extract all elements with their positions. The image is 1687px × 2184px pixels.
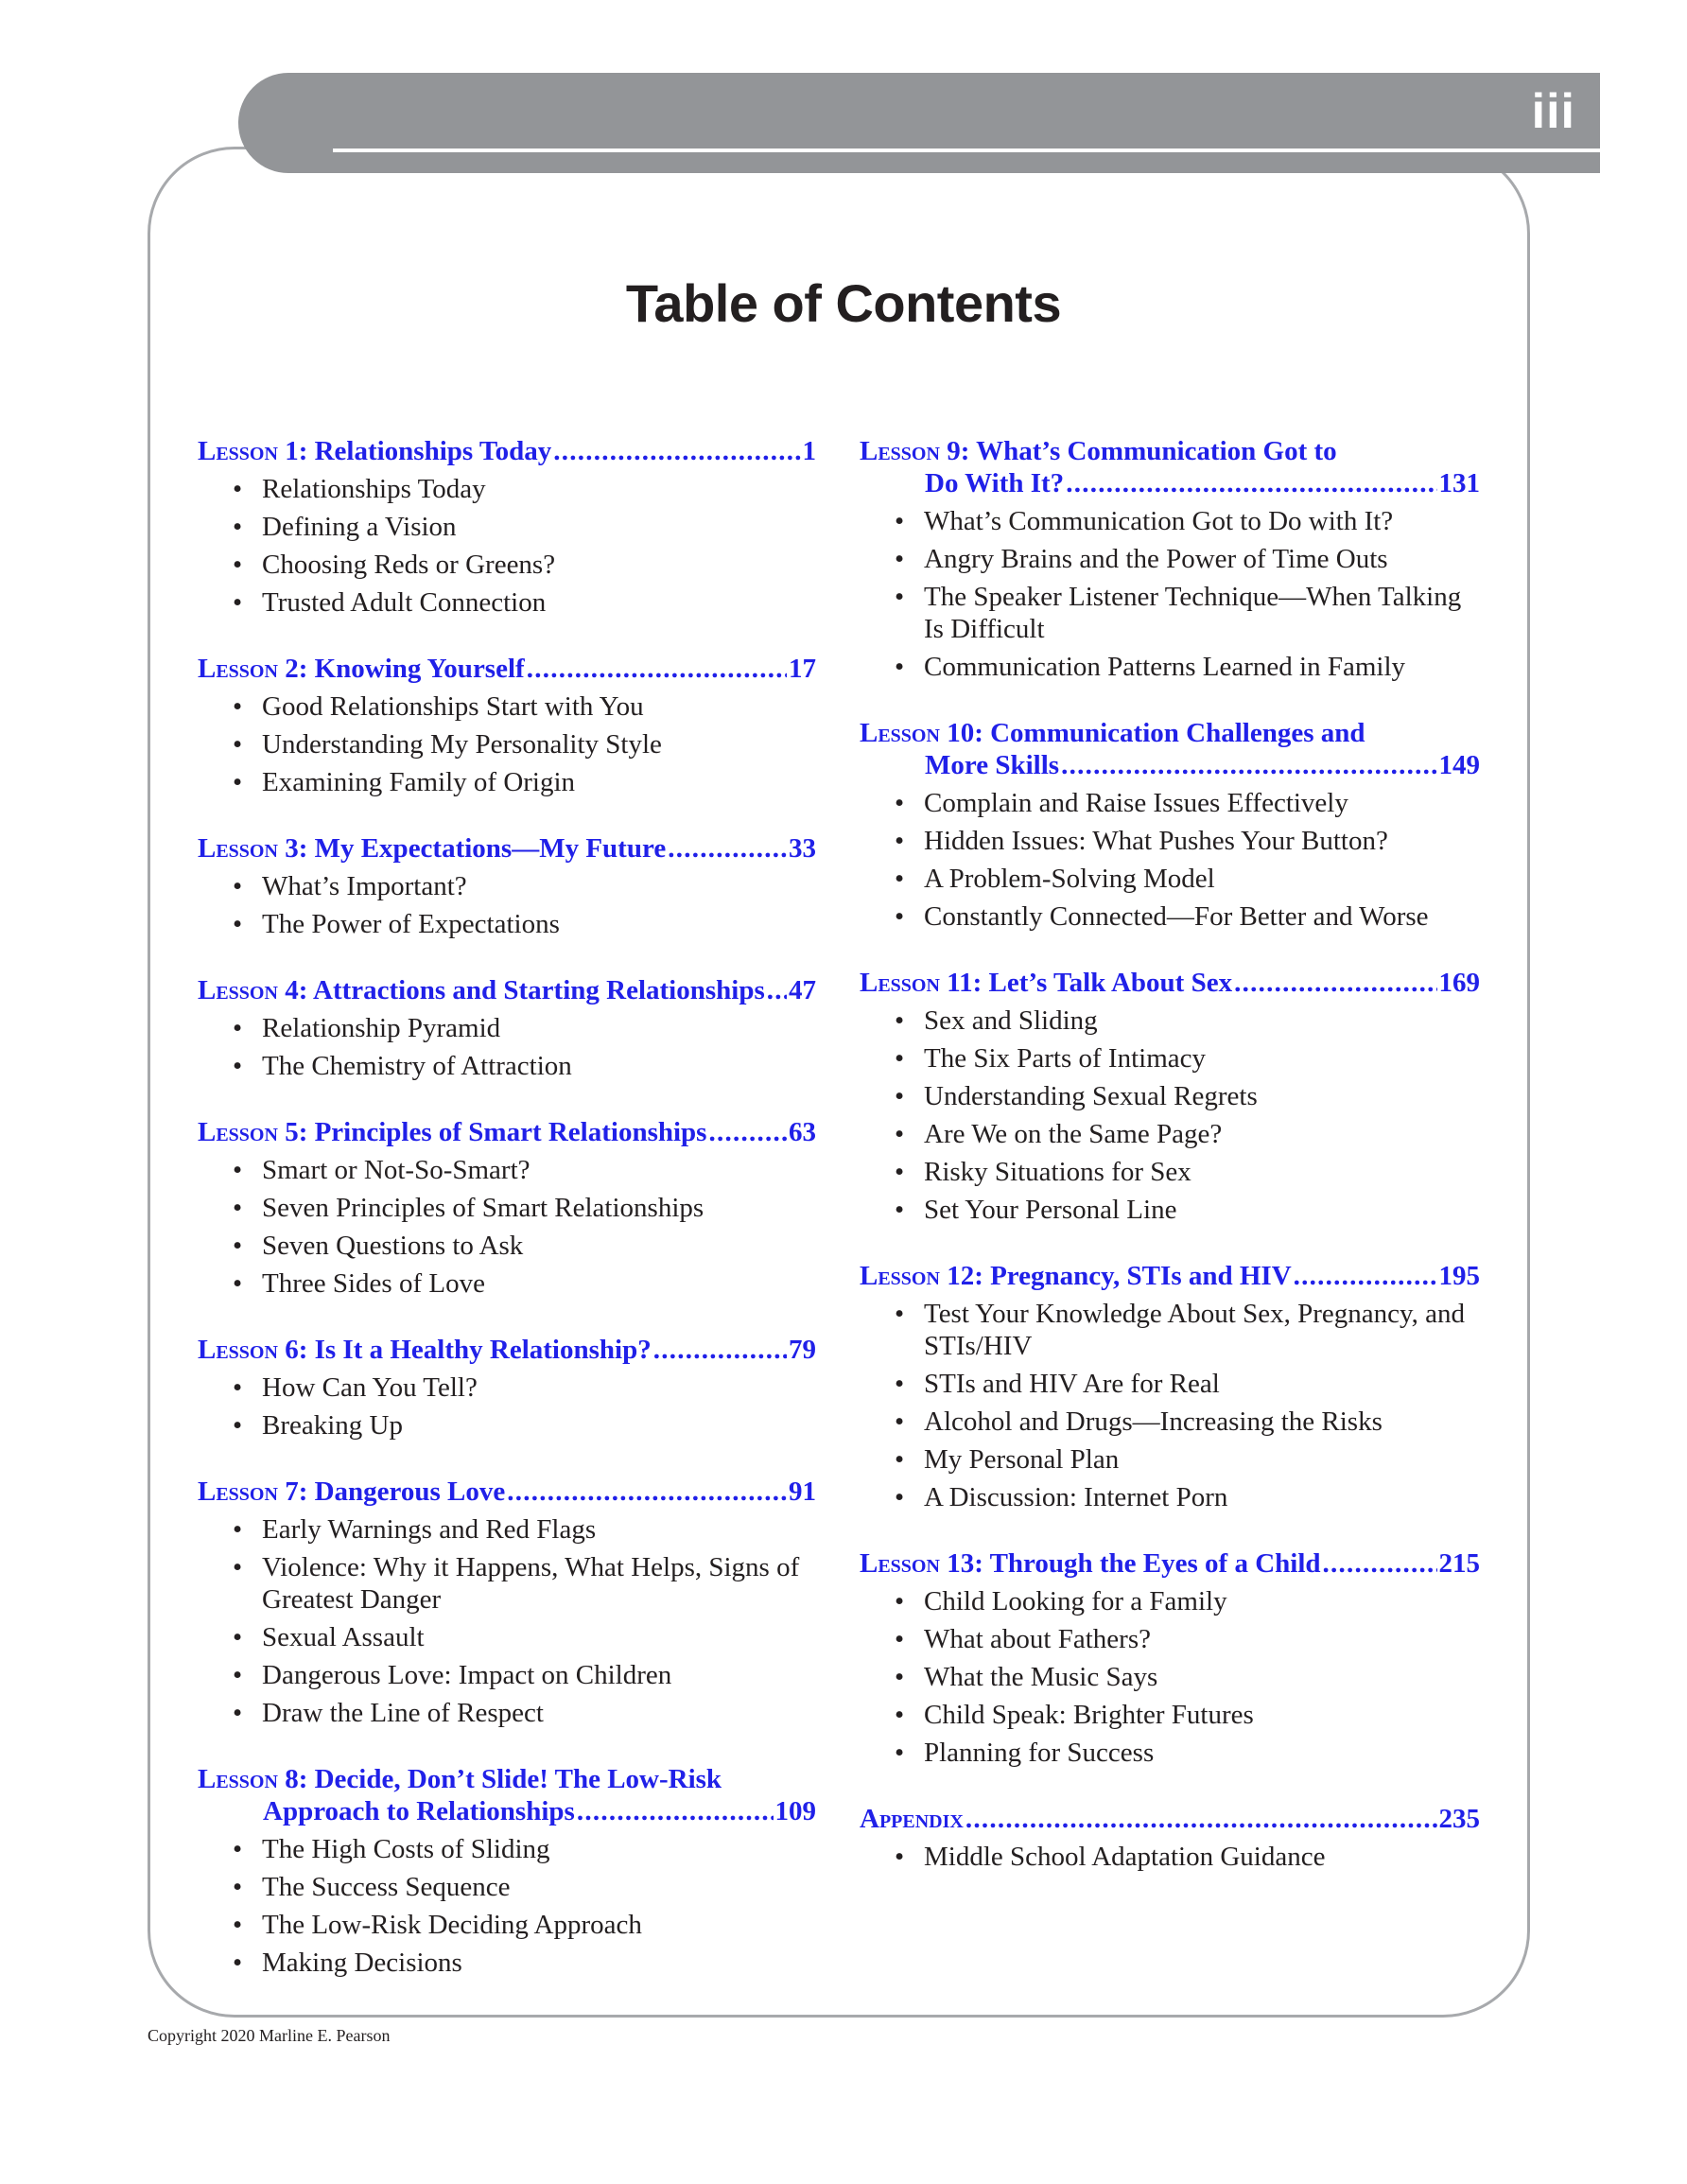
topic-item: • Trusted Adult Connection	[262, 586, 816, 619]
lesson-title: Approach to Relationships	[263, 1796, 575, 1826]
lesson-label: Lesson	[198, 436, 278, 466]
page-ref: 109	[774, 1796, 816, 1826]
toc-entry	[198, 653, 816, 798]
topic-item: • Communication Patterns Learned in Family	[924, 651, 1480, 683]
topic-item: • Examining Family of Origin	[262, 766, 816, 798]
topic-item: • The Low-Risk Deciding Approach	[262, 1909, 816, 1941]
lesson-title: Lesson 3: My Expectations—My Future	[198, 833, 667, 864]
lesson-title: Lesson 4: Attractions and Starting Relationships	[198, 975, 765, 1005]
topic-item: • My Personal Plan	[924, 1443, 1480, 1476]
page-title: Table of Contents	[625, 273, 1062, 333]
lesson-link[interactable]	[198, 435, 816, 467]
lesson-link[interactable]	[860, 1803, 1480, 1835]
dot-leader	[1234, 967, 1436, 999]
lesson-label: Lesson	[198, 975, 278, 1005]
toc-entry	[198, 1763, 816, 1979]
topic-item: • What’s Communication Got to Do with It?	[924, 505, 1480, 537]
lesson-heading	[860, 435, 1480, 499]
lesson-label: Lesson	[198, 1117, 278, 1147]
dot-leader	[553, 435, 800, 467]
toc-entry	[860, 717, 1480, 933]
lesson-heading	[860, 717, 1480, 781]
topic-list	[860, 787, 1480, 933]
topic-list	[198, 690, 816, 798]
topic-item: • What’s Important?	[262, 870, 816, 902]
dot-leader	[1066, 467, 1436, 499]
toc-entry	[198, 832, 816, 940]
copyright-notice: Copyright 2020 Marline E. Pearson	[148, 2026, 391, 2045]
topic-item: • Set Your Personal Line	[924, 1194, 1480, 1226]
topic-item: • STIs and HIV Are for Real	[924, 1368, 1480, 1400]
dot-leader	[708, 1116, 787, 1148]
toc-entry	[860, 1260, 1480, 1513]
topic-item: • Alcohol and Drugs—Increasing the Risks	[924, 1406, 1480, 1438]
topic-list	[860, 505, 1480, 683]
lesson-title: More Skills	[925, 750, 1060, 780]
lesson-label: Lesson	[860, 1261, 940, 1291]
page-ref: 149	[1438, 750, 1480, 780]
dot-leader	[527, 653, 787, 685]
lesson-heading	[198, 653, 816, 685]
lesson-label: Lesson	[860, 718, 940, 748]
topic-list	[860, 1585, 1480, 1769]
page-ref: 235	[1438, 1804, 1480, 1834]
lesson-title: Lesson 5: Principles of Smart Relationships	[198, 1117, 707, 1147]
topic-item: • Angry Brains and the Power of Time Outs	[924, 543, 1480, 575]
lesson-label: Lesson	[198, 833, 278, 864]
lesson-label: Lesson	[860, 968, 940, 998]
lesson-heading	[198, 1763, 816, 1827]
lesson-title: Lesson 8: Decide, Don’t Slide! The Low-Risk	[198, 1764, 722, 1794]
toc-entry	[198, 1476, 816, 1729]
dot-leader	[1294, 1260, 1437, 1292]
topic-list	[198, 473, 816, 619]
toc-entry	[860, 1547, 1480, 1769]
lesson-title: Lesson 10: Communication Challenges and	[860, 718, 1365, 748]
page-ref: 169	[1438, 968, 1480, 998]
dot-leader	[653, 1334, 787, 1366]
toc-left-column	[198, 435, 816, 2013]
topic-item: • Dangerous Love: Impact on Children	[262, 1659, 816, 1691]
lesson-heading	[198, 832, 816, 865]
header-band	[238, 73, 1600, 173]
page-ref: 1	[802, 436, 816, 466]
topic-list	[198, 1833, 816, 1979]
topic-item: • Child Speak: Brighter Futures	[924, 1699, 1480, 1731]
topic-item: • A Problem-Solving Model	[924, 863, 1480, 895]
lesson-link[interactable]	[860, 1260, 1480, 1292]
lesson-label: Lesson	[198, 1764, 278, 1794]
dot-leader	[577, 1795, 774, 1827]
lesson-link[interactable]	[860, 1547, 1480, 1580]
page-ref: 131	[1438, 468, 1480, 498]
lesson-heading	[860, 967, 1480, 999]
page-ref: 195	[1438, 1261, 1480, 1291]
topic-item: • Sex and Sliding	[924, 1005, 1480, 1037]
lesson-title: Do With It?	[925, 468, 1065, 498]
toc-entry	[198, 435, 816, 619]
lesson-link[interactable]	[198, 1116, 816, 1148]
dot-leader	[1323, 1547, 1437, 1580]
topic-item: • What the Music Says	[924, 1661, 1480, 1693]
topic-item: • A Discussion: Internet Porn	[924, 1481, 1480, 1513]
toc-entry	[860, 435, 1480, 683]
topic-item: • The Power of Expectations	[262, 908, 816, 940]
topic-item: • Good Relationships Start with You	[262, 690, 816, 723]
topic-item: • Choosing Reds or Greens?	[262, 549, 816, 581]
lesson-heading	[860, 1260, 1480, 1292]
toc-right-column	[860, 435, 1480, 1907]
toc-entry	[198, 974, 816, 1082]
lesson-heading	[198, 435, 816, 467]
topic-item: • Are We on the Same Page?	[924, 1118, 1480, 1150]
dot-leader	[965, 1803, 1437, 1835]
lesson-heading	[860, 1547, 1480, 1580]
page-ref: 91	[789, 1476, 816, 1507]
topic-item: • Risky Situations for Sex	[924, 1156, 1480, 1188]
lesson-heading	[198, 1476, 816, 1508]
topic-item: • Sexual Assault	[262, 1621, 816, 1653]
dot-leader	[1061, 749, 1436, 781]
lesson-title: Lesson 1: Relationships Today	[198, 436, 552, 466]
topic-item: • The Success Sequence	[262, 1871, 816, 1903]
lesson-title: Lesson 6: Is It a Healthy Relationship?	[198, 1335, 652, 1365]
topic-item: • Draw the Line of Respect	[262, 1697, 816, 1729]
dot-leader	[668, 832, 787, 865]
lesson-link[interactable]	[860, 467, 1480, 499]
topic-item: • Defining a Vision	[262, 511, 816, 543]
page-ref: 17	[789, 654, 816, 684]
lesson-heading	[198, 1334, 816, 1366]
toc-entry	[860, 967, 1480, 1226]
lesson-label: Lesson	[198, 1476, 278, 1507]
topic-list	[198, 870, 816, 940]
toc-entry	[198, 1334, 816, 1441]
lesson-title: Lesson 11: Let’s Talk About Sex	[860, 968, 1233, 998]
topic-item: • Test Your Knowledge About Sex, Pregnancy, and STIs/HIV	[924, 1298, 1480, 1362]
lesson-title: Lesson 12: Pregnancy, STIs and HIV	[860, 1261, 1292, 1291]
lesson-heading	[860, 1803, 1480, 1835]
topic-item: • The High Costs of Sliding	[262, 1833, 816, 1865]
lesson-link[interactable]	[198, 1763, 816, 1795]
lesson-link[interactable]	[198, 1795, 816, 1827]
topic-list	[198, 1513, 816, 1729]
topic-list	[860, 1005, 1480, 1226]
lesson-label: Lesson	[198, 1335, 278, 1365]
dot-leader	[507, 1476, 787, 1508]
topic-item: • Three Sides of Love	[262, 1267, 816, 1300]
topic-item: • Hidden Issues: What Pushes Your Button?	[924, 825, 1480, 857]
topic-item: • Relationships Today	[262, 473, 816, 505]
topic-item: • Understanding My Personality Style	[262, 728, 816, 760]
topic-item: • Constantly Connected—For Better and Worse	[924, 900, 1480, 933]
topic-item: • The Six Parts of Intimacy	[924, 1042, 1480, 1075]
topic-item: • Seven Principles of Smart Relationships	[262, 1192, 816, 1224]
toc-entry	[860, 1803, 1480, 1873]
lesson-link[interactable]	[198, 832, 816, 865]
lesson-label: Appendix	[860, 1804, 964, 1834]
lesson-link[interactable]	[198, 1476, 816, 1508]
topic-item: • Relationship Pyramid	[262, 1012, 816, 1044]
lesson-title: Lesson 2: Knowing Yourself	[198, 654, 525, 684]
topic-item: • Understanding Sexual Regrets	[924, 1080, 1480, 1112]
topic-list	[198, 1372, 816, 1441]
lesson-label: Lesson	[198, 654, 278, 684]
lesson-title: Lesson 9: What’s Communication Got to	[860, 436, 1337, 466]
topic-item: • How Can You Tell?	[262, 1372, 816, 1404]
lesson-link[interactable]	[860, 717, 1480, 749]
page-number: iii	[1531, 84, 1575, 139]
dot-leader	[767, 974, 787, 1006]
lesson-label: Lesson	[860, 1548, 940, 1579]
topic-item: • Making Decisions	[262, 1947, 816, 1979]
topic-list	[198, 1154, 816, 1300]
lesson-link[interactable]	[198, 974, 816, 1006]
topic-list	[860, 1298, 1480, 1513]
lesson-heading	[198, 974, 816, 1006]
lesson-title	[860, 1803, 964, 1835]
toc-entry	[198, 1116, 816, 1300]
page-ref: 63	[789, 1117, 816, 1147]
lesson-title: Lesson 7: Dangerous Love	[198, 1476, 506, 1507]
page-ref: 79	[789, 1335, 816, 1365]
topic-item: • Child Looking for a Family	[924, 1585, 1480, 1617]
topic-item: • The Speaker Listener Technique—When Talking Is Difficult	[924, 581, 1480, 645]
page-ref: 33	[789, 833, 816, 864]
lesson-link[interactable]	[860, 967, 1480, 999]
topic-item: • Violence: Why it Happens, What Helps, Signs of Greatest Danger	[262, 1551, 816, 1616]
topic-list	[198, 1012, 816, 1082]
lesson-link[interactable]	[198, 653, 816, 685]
topic-list	[860, 1841, 1480, 1873]
topic-item: • What about Fathers?	[924, 1623, 1480, 1655]
lesson-heading	[198, 1116, 816, 1148]
topic-item: • Complain and Raise Issues Effectively	[924, 787, 1480, 819]
topic-item: • Breaking Up	[262, 1409, 816, 1441]
lesson-title: Lesson 13: Through the Eyes of a Child	[860, 1548, 1321, 1579]
lesson-link[interactable]	[198, 1334, 816, 1366]
topic-item: • Smart or Not-So-Smart?	[262, 1154, 816, 1186]
topic-item: • The Chemistry of Attraction	[262, 1050, 816, 1082]
page-ref: 47	[789, 975, 816, 1005]
topic-item: • Seven Questions to Ask	[262, 1230, 816, 1262]
header-rule	[333, 149, 1600, 152]
lesson-link[interactable]	[860, 435, 1480, 467]
topic-item: • Early Warnings and Red Flags	[262, 1513, 816, 1546]
lesson-label: Lesson	[860, 436, 940, 466]
lesson-link[interactable]	[860, 749, 1480, 781]
page-ref: 215	[1438, 1548, 1480, 1579]
topic-item: • Middle School Adaptation Guidance	[924, 1841, 1480, 1873]
topic-item: • Planning for Success	[924, 1737, 1480, 1769]
